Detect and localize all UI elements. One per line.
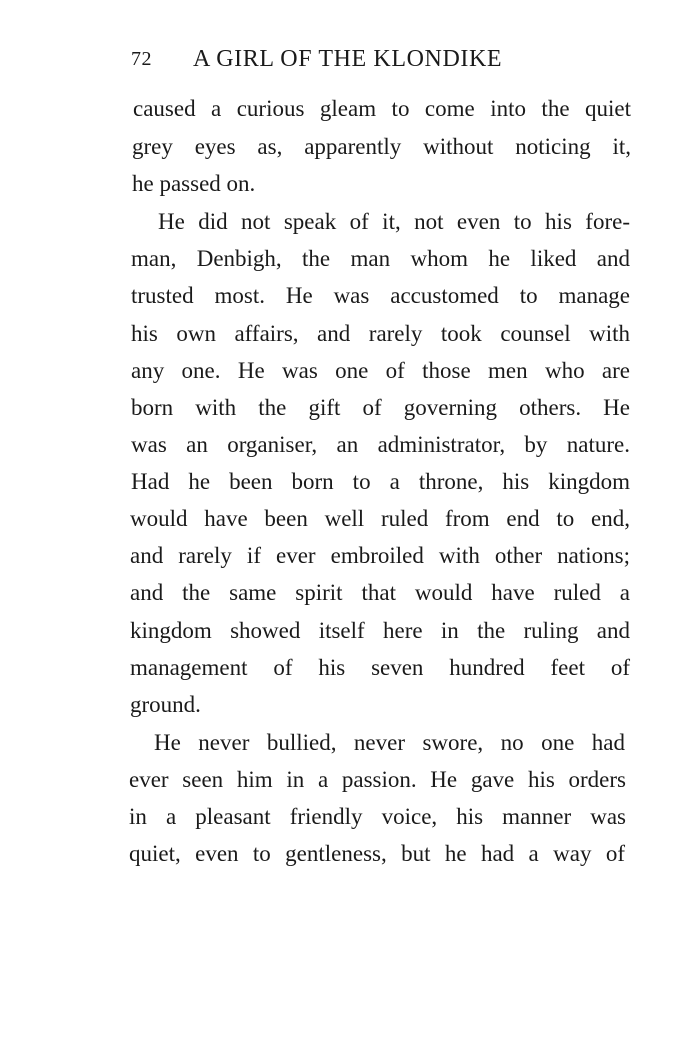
text-line: caused a curious gleam to come into the quiet <box>133 96 631 121</box>
running-title: A GIRL OF THE KLONDIKE <box>193 46 503 72</box>
text-line: quiet, even to gentleness, but he had a way of <box>129 841 625 866</box>
text-line: ground. <box>130 692 201 717</box>
text-line: and the same spirit that would have ruled a <box>130 580 630 605</box>
text-line: grey eyes as, apparently without noticing it, <box>132 134 631 159</box>
text-line: he passed on. <box>132 171 256 196</box>
text-line: ever seen him in a passion. He gave his orders <box>129 767 626 792</box>
text-line: He did not speak of it, not even to his fore- <box>158 209 630 234</box>
page-header <box>131 46 631 76</box>
text-line: He never bullied, never swore, no one had <box>154 730 625 755</box>
text-line: born with the gift of governing others. He <box>131 395 630 420</box>
text-line: and rarely if ever embroiled with other nations; <box>130 543 630 568</box>
text-line: management of his seven hundred feet of <box>130 655 630 680</box>
text-line: kingdom showed itself here in the ruling and <box>130 618 630 643</box>
text-line: would have been well ruled from end to end, <box>130 506 630 531</box>
text-line: his own affairs, and rarely took counsel with <box>131 321 630 346</box>
text-line: was an organiser, an administrator, by nature. <box>131 432 630 457</box>
text-line: Had he been born to a throne, his kingdom <box>131 469 630 494</box>
text-line: any one. He was one of those men who are <box>131 358 630 383</box>
page-number: 72 <box>131 48 152 70</box>
text-line: man, Denbigh, the man whom he liked and <box>131 246 630 271</box>
text-line: trusted most. He was accustomed to manage <box>131 283 630 308</box>
text-line: in a pleasant friendly voice, his manner was <box>129 804 626 829</box>
